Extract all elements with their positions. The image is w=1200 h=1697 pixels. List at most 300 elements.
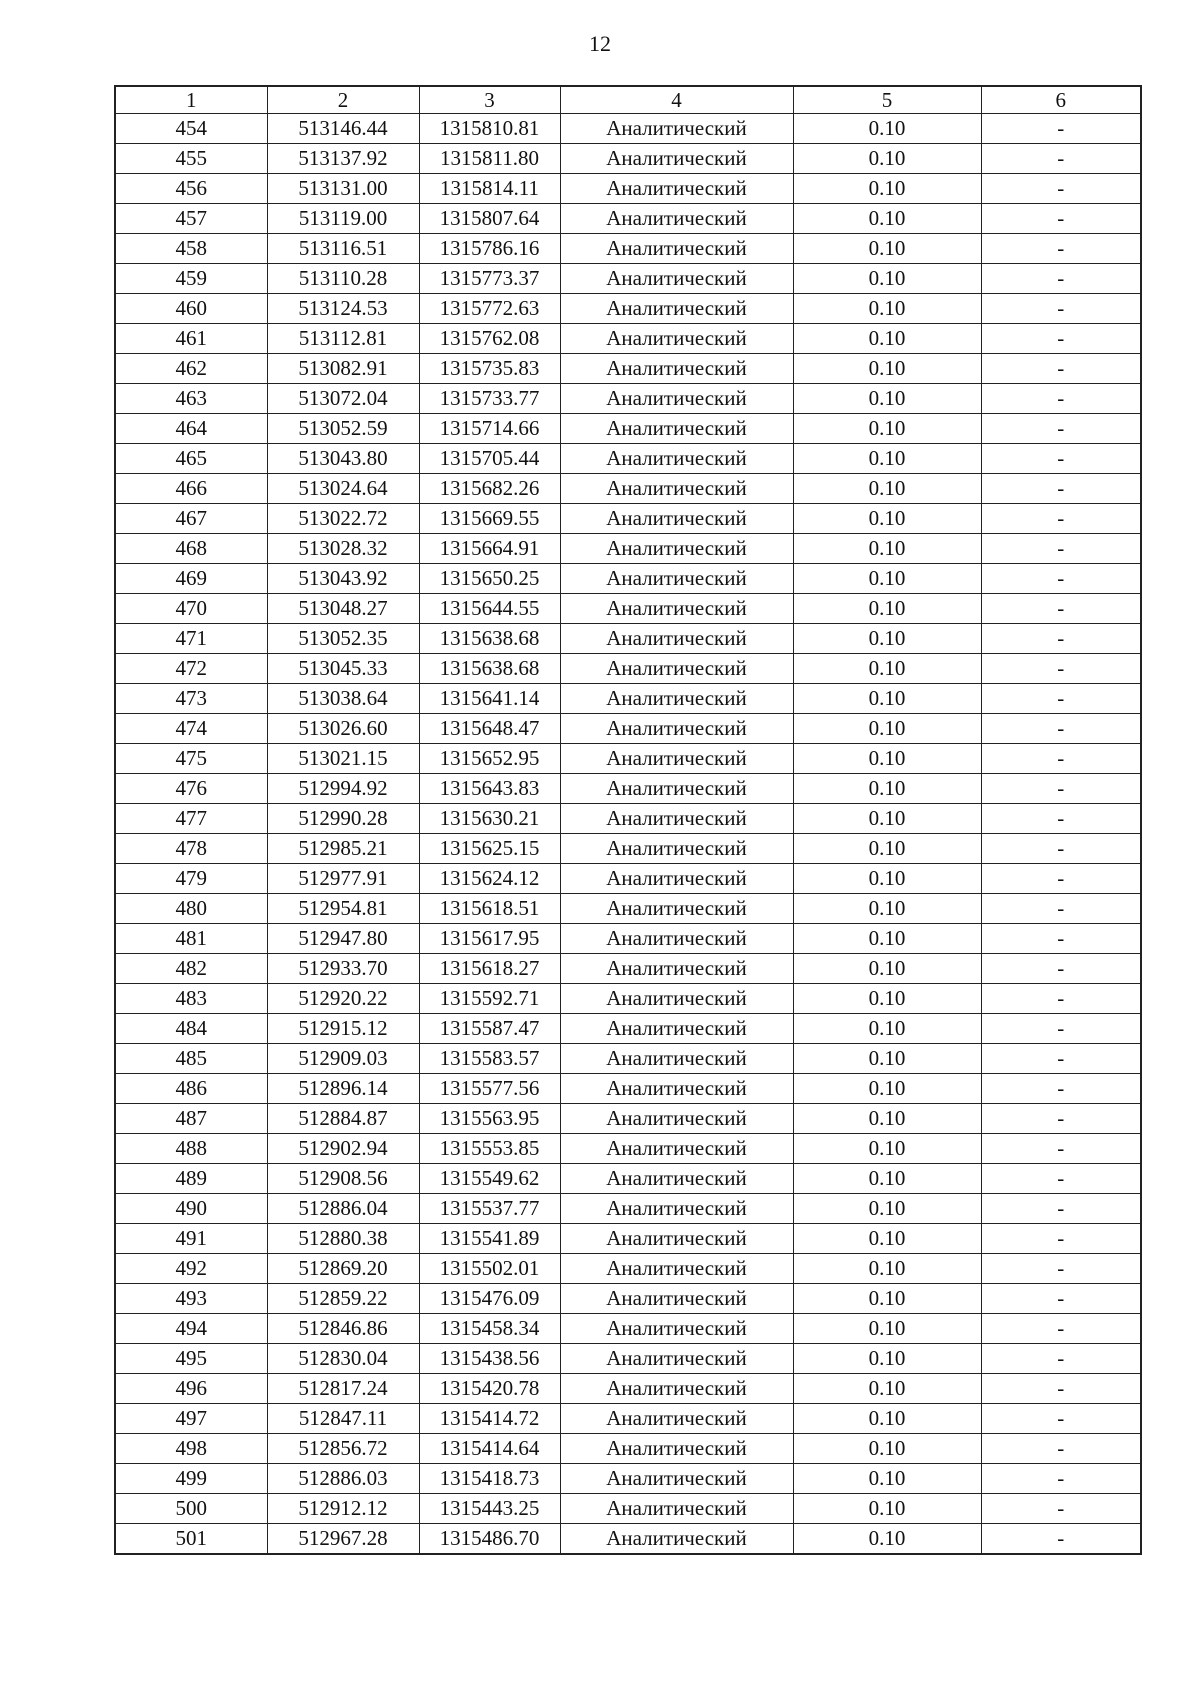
- accuracy-cell: 0.10: [793, 624, 981, 654]
- note-cell: -: [981, 414, 1141, 444]
- table-row: [115, 294, 1141, 324]
- note-cell: -: [981, 714, 1141, 744]
- method-cell: Аналитический: [560, 1314, 793, 1344]
- y-coordinate-cell: 1315773.37: [419, 264, 560, 294]
- accuracy-cell: 0.10: [793, 744, 981, 774]
- method-cell: Аналитический: [560, 1464, 793, 1494]
- table-row: [115, 744, 1141, 774]
- note-cell: -: [981, 804, 1141, 834]
- x-coordinate-cell: 513146.44: [267, 114, 419, 144]
- accuracy-cell: 0.10: [793, 174, 981, 204]
- y-coordinate-cell: 1315502.01: [419, 1254, 560, 1284]
- table-row: [115, 1074, 1141, 1104]
- note-cell: -: [981, 774, 1141, 804]
- note-cell: -: [981, 1044, 1141, 1074]
- table-row: [115, 474, 1141, 504]
- table-row: [115, 624, 1141, 654]
- method-cell: Аналитический: [560, 1014, 793, 1044]
- note-cell: -: [981, 1494, 1141, 1524]
- x-coordinate-cell: 513110.28: [267, 264, 419, 294]
- point-number-cell: 488: [115, 1134, 267, 1164]
- note-cell: -: [981, 1254, 1141, 1284]
- accuracy-cell: 0.10: [793, 1104, 981, 1134]
- table-row: [115, 864, 1141, 894]
- point-number-cell: 455: [115, 144, 267, 174]
- point-number-cell: 457: [115, 204, 267, 234]
- x-coordinate-cell: 512902.94: [267, 1134, 419, 1164]
- y-coordinate-cell: 1315811.80: [419, 144, 560, 174]
- x-coordinate-cell: 513119.00: [267, 204, 419, 234]
- accuracy-cell: 0.10: [793, 444, 981, 474]
- accuracy-cell: 0.10: [793, 1494, 981, 1524]
- point-number-cell: 492: [115, 1254, 267, 1284]
- accuracy-cell: 0.10: [793, 294, 981, 324]
- y-coordinate-cell: 1315786.16: [419, 234, 560, 264]
- method-cell: Аналитический: [560, 294, 793, 324]
- method-cell: Аналитический: [560, 564, 793, 594]
- table-row: [115, 144, 1141, 174]
- y-coordinate-cell: 1315643.83: [419, 774, 560, 804]
- accuracy-cell: 0.10: [793, 564, 981, 594]
- y-coordinate-cell: 1315648.47: [419, 714, 560, 744]
- point-number-cell: 494: [115, 1314, 267, 1344]
- point-number-cell: 469: [115, 564, 267, 594]
- y-coordinate-cell: 1315563.95: [419, 1104, 560, 1134]
- y-coordinate-cell: 1315762.08: [419, 324, 560, 354]
- accuracy-cell: 0.10: [793, 864, 981, 894]
- x-coordinate-cell: 512920.22: [267, 984, 419, 1014]
- method-cell: Аналитический: [560, 864, 793, 894]
- method-cell: Аналитический: [560, 174, 793, 204]
- note-cell: -: [981, 1164, 1141, 1194]
- accuracy-cell: 0.10: [793, 1164, 981, 1194]
- note-cell: -: [981, 1104, 1141, 1134]
- x-coordinate-cell: 513022.72: [267, 504, 419, 534]
- accuracy-cell: 0.10: [793, 924, 981, 954]
- table-row: [115, 324, 1141, 354]
- method-cell: Аналитический: [560, 474, 793, 504]
- point-number-cell: 487: [115, 1104, 267, 1134]
- accuracy-cell: 0.10: [793, 1344, 981, 1374]
- y-coordinate-cell: 1315733.77: [419, 384, 560, 414]
- y-coordinate-cell: 1315664.91: [419, 534, 560, 564]
- accuracy-cell: 0.10: [793, 534, 981, 564]
- table-row: [115, 1404, 1141, 1434]
- point-number-cell: 460: [115, 294, 267, 324]
- point-number-cell: 466: [115, 474, 267, 504]
- x-coordinate-cell: 513131.00: [267, 174, 419, 204]
- note-cell: -: [981, 1464, 1141, 1494]
- accuracy-cell: 0.10: [793, 774, 981, 804]
- point-number-cell: 499: [115, 1464, 267, 1494]
- y-coordinate-cell: 1315638.68: [419, 624, 560, 654]
- y-coordinate-cell: 1315443.25: [419, 1494, 560, 1524]
- method-cell: Аналитический: [560, 1284, 793, 1314]
- point-number-cell: 477: [115, 804, 267, 834]
- note-cell: -: [981, 384, 1141, 414]
- y-coordinate-cell: 1315418.73: [419, 1464, 560, 1494]
- method-cell: Аналитический: [560, 954, 793, 984]
- accuracy-cell: 0.10: [793, 1434, 981, 1464]
- accuracy-cell: 0.10: [793, 474, 981, 504]
- note-cell: -: [981, 444, 1141, 474]
- point-number-cell: 501: [115, 1524, 267, 1555]
- note-cell: -: [981, 624, 1141, 654]
- y-coordinate-cell: 1315618.27: [419, 954, 560, 984]
- note-cell: -: [981, 744, 1141, 774]
- y-coordinate-cell: 1315587.47: [419, 1014, 560, 1044]
- note-cell: -: [981, 174, 1141, 204]
- y-coordinate-cell: 1315652.95: [419, 744, 560, 774]
- note-cell: -: [981, 114, 1141, 144]
- method-cell: Аналитический: [560, 1194, 793, 1224]
- point-number-cell: 461: [115, 324, 267, 354]
- point-number-cell: 483: [115, 984, 267, 1014]
- accuracy-cell: 0.10: [793, 1254, 981, 1284]
- note-cell: -: [981, 1014, 1141, 1044]
- x-coordinate-cell: 513116.51: [267, 234, 419, 264]
- note-cell: -: [981, 1344, 1141, 1374]
- method-cell: Аналитический: [560, 444, 793, 474]
- x-coordinate-cell: 513028.32: [267, 534, 419, 564]
- table-row: [115, 1194, 1141, 1224]
- y-coordinate-cell: 1315624.12: [419, 864, 560, 894]
- accuracy-cell: 0.10: [793, 1074, 981, 1104]
- accuracy-cell: 0.10: [793, 654, 981, 684]
- y-coordinate-cell: 1315682.26: [419, 474, 560, 504]
- accuracy-cell: 0.10: [793, 264, 981, 294]
- point-number-cell: 493: [115, 1284, 267, 1314]
- note-cell: -: [981, 1074, 1141, 1104]
- x-coordinate-cell: 513038.64: [267, 684, 419, 714]
- y-coordinate-cell: 1315592.71: [419, 984, 560, 1014]
- y-coordinate-cell: 1315714.66: [419, 414, 560, 444]
- accuracy-cell: 0.10: [793, 1134, 981, 1164]
- method-cell: Аналитический: [560, 324, 793, 354]
- method-cell: Аналитический: [560, 774, 793, 804]
- note-cell: -: [981, 654, 1141, 684]
- column-header-5: 5: [793, 86, 981, 114]
- accuracy-cell: 0.10: [793, 1464, 981, 1494]
- table-row: [115, 414, 1141, 444]
- note-cell: -: [981, 1194, 1141, 1224]
- y-coordinate-cell: 1315577.56: [419, 1074, 560, 1104]
- x-coordinate-cell: 513024.64: [267, 474, 419, 504]
- method-cell: Аналитический: [560, 1104, 793, 1134]
- table-row: [115, 504, 1141, 534]
- y-coordinate-cell: 1315438.56: [419, 1344, 560, 1374]
- point-number-cell: 476: [115, 774, 267, 804]
- y-coordinate-cell: 1315414.72: [419, 1404, 560, 1434]
- x-coordinate-cell: 512967.28: [267, 1524, 419, 1555]
- y-coordinate-cell: 1315772.63: [419, 294, 560, 324]
- method-cell: Аналитический: [560, 264, 793, 294]
- x-coordinate-cell: 513045.33: [267, 654, 419, 684]
- point-number-cell: 482: [115, 954, 267, 984]
- x-coordinate-cell: 512947.80: [267, 924, 419, 954]
- table-row: [115, 1464, 1141, 1494]
- point-number-cell: 491: [115, 1224, 267, 1254]
- y-coordinate-cell: 1315553.85: [419, 1134, 560, 1164]
- note-cell: -: [981, 204, 1141, 234]
- x-coordinate-cell: 513072.04: [267, 384, 419, 414]
- accuracy-cell: 0.10: [793, 114, 981, 144]
- method-cell: Аналитический: [560, 114, 793, 144]
- method-cell: Аналитический: [560, 534, 793, 564]
- method-cell: Аналитический: [560, 924, 793, 954]
- point-number-cell: 498: [115, 1434, 267, 1464]
- y-coordinate-cell: 1315669.55: [419, 504, 560, 534]
- note-cell: -: [981, 954, 1141, 984]
- point-number-cell: 467: [115, 504, 267, 534]
- method-cell: Аналитический: [560, 1074, 793, 1104]
- accuracy-cell: 0.10: [793, 894, 981, 924]
- x-coordinate-cell: 513021.15: [267, 744, 419, 774]
- accuracy-cell: 0.10: [793, 1194, 981, 1224]
- point-number-cell: 481: [115, 924, 267, 954]
- table-row: [115, 534, 1141, 564]
- table-row: [115, 714, 1141, 744]
- note-cell: -: [981, 894, 1141, 924]
- point-number-cell: 462: [115, 354, 267, 384]
- accuracy-cell: 0.10: [793, 1044, 981, 1074]
- method-cell: Аналитический: [560, 204, 793, 234]
- accuracy-cell: 0.10: [793, 984, 981, 1014]
- point-number-cell: 470: [115, 594, 267, 624]
- point-number-cell: 458: [115, 234, 267, 264]
- point-number-cell: 464: [115, 414, 267, 444]
- table-row: [115, 234, 1141, 264]
- x-coordinate-cell: 513052.35: [267, 624, 419, 654]
- accuracy-cell: 0.10: [793, 204, 981, 234]
- coordinates-table: [114, 85, 1142, 1555]
- y-coordinate-cell: 1315549.62: [419, 1164, 560, 1194]
- x-coordinate-cell: 512856.72: [267, 1434, 419, 1464]
- y-coordinate-cell: 1315630.21: [419, 804, 560, 834]
- accuracy-cell: 0.10: [793, 1284, 981, 1314]
- x-coordinate-cell: 513043.80: [267, 444, 419, 474]
- x-coordinate-cell: 512994.92: [267, 774, 419, 804]
- y-coordinate-cell: 1315486.70: [419, 1524, 560, 1555]
- y-coordinate-cell: 1315583.57: [419, 1044, 560, 1074]
- table-row: [115, 1524, 1141, 1555]
- y-coordinate-cell: 1315625.15: [419, 834, 560, 864]
- accuracy-cell: 0.10: [793, 144, 981, 174]
- accuracy-cell: 0.10: [793, 1524, 981, 1555]
- y-coordinate-cell: 1315541.89: [419, 1224, 560, 1254]
- note-cell: -: [981, 474, 1141, 504]
- x-coordinate-cell: 512817.24: [267, 1374, 419, 1404]
- point-number-cell: 456: [115, 174, 267, 204]
- method-cell: Аналитический: [560, 1164, 793, 1194]
- method-cell: Аналитический: [560, 144, 793, 174]
- y-coordinate-cell: 1315807.64: [419, 204, 560, 234]
- note-cell: -: [981, 1224, 1141, 1254]
- table-row: [115, 954, 1141, 984]
- y-coordinate-cell: 1315420.78: [419, 1374, 560, 1404]
- table-row: [115, 834, 1141, 864]
- point-number-cell: 459: [115, 264, 267, 294]
- note-cell: -: [981, 294, 1141, 324]
- accuracy-cell: 0.10: [793, 384, 981, 414]
- table-row: [115, 564, 1141, 594]
- note-cell: -: [981, 534, 1141, 564]
- method-cell: Аналитический: [560, 1404, 793, 1434]
- accuracy-cell: 0.10: [793, 1014, 981, 1044]
- table-row: [115, 1494, 1141, 1524]
- note-cell: -: [981, 1314, 1141, 1344]
- table-row: [115, 654, 1141, 684]
- x-coordinate-cell: 512880.38: [267, 1224, 419, 1254]
- table-row: [115, 1254, 1141, 1284]
- x-coordinate-cell: 512908.56: [267, 1164, 419, 1194]
- y-coordinate-cell: 1315476.09: [419, 1284, 560, 1314]
- x-coordinate-cell: 513137.92: [267, 144, 419, 174]
- method-cell: Аналитический: [560, 834, 793, 864]
- point-number-cell: 497: [115, 1404, 267, 1434]
- point-number-cell: 463: [115, 384, 267, 414]
- x-coordinate-cell: 512830.04: [267, 1344, 419, 1374]
- note-cell: -: [981, 1404, 1141, 1434]
- y-coordinate-cell: 1315638.68: [419, 654, 560, 684]
- table-row: [115, 384, 1141, 414]
- accuracy-cell: 0.10: [793, 594, 981, 624]
- y-coordinate-cell: 1315814.11: [419, 174, 560, 204]
- method-cell: Аналитический: [560, 354, 793, 384]
- point-number-cell: 473: [115, 684, 267, 714]
- note-cell: -: [981, 564, 1141, 594]
- y-coordinate-cell: 1315618.51: [419, 894, 560, 924]
- column-header-6: 6: [981, 86, 1141, 114]
- method-cell: Аналитический: [560, 1134, 793, 1164]
- x-coordinate-cell: 512884.87: [267, 1104, 419, 1134]
- table-header: [115, 86, 1141, 114]
- y-coordinate-cell: 1315641.14: [419, 684, 560, 714]
- point-number-cell: 480: [115, 894, 267, 924]
- point-number-cell: 490: [115, 1194, 267, 1224]
- table-row: [115, 774, 1141, 804]
- point-number-cell: 474: [115, 714, 267, 744]
- accuracy-cell: 0.10: [793, 954, 981, 984]
- table-row: [115, 354, 1141, 384]
- accuracy-cell: 0.10: [793, 684, 981, 714]
- table-row: [115, 684, 1141, 714]
- point-number-cell: 495: [115, 1344, 267, 1374]
- point-number-cell: 465: [115, 444, 267, 474]
- header-row: [115, 86, 1141, 114]
- point-number-cell: 479: [115, 864, 267, 894]
- accuracy-cell: 0.10: [793, 1374, 981, 1404]
- accuracy-cell: 0.10: [793, 714, 981, 744]
- point-number-cell: 475: [115, 744, 267, 774]
- table-row: [115, 1224, 1141, 1254]
- column-header-3: 3: [419, 86, 560, 114]
- method-cell: Аналитический: [560, 1374, 793, 1404]
- table-row: [115, 984, 1141, 1014]
- note-cell: -: [981, 834, 1141, 864]
- note-cell: -: [981, 354, 1141, 384]
- table-row: [115, 444, 1141, 474]
- note-cell: -: [981, 324, 1141, 354]
- method-cell: Аналитический: [560, 1524, 793, 1555]
- method-cell: Аналитический: [560, 1434, 793, 1464]
- table-row: [115, 174, 1141, 204]
- method-cell: Аналитический: [560, 1254, 793, 1284]
- x-coordinate-cell: 512869.20: [267, 1254, 419, 1284]
- note-cell: -: [981, 1284, 1141, 1314]
- accuracy-cell: 0.10: [793, 414, 981, 444]
- accuracy-cell: 0.10: [793, 834, 981, 864]
- accuracy-cell: 0.10: [793, 1224, 981, 1254]
- table-row: [115, 1104, 1141, 1134]
- x-coordinate-cell: 512846.86: [267, 1314, 419, 1344]
- method-cell: Аналитический: [560, 714, 793, 744]
- note-cell: -: [981, 864, 1141, 894]
- point-number-cell: 486: [115, 1074, 267, 1104]
- table-row: [115, 1284, 1141, 1314]
- method-cell: Аналитический: [560, 684, 793, 714]
- table-row: [115, 1374, 1141, 1404]
- point-number-cell: 472: [115, 654, 267, 684]
- point-number-cell: 500: [115, 1494, 267, 1524]
- note-cell: -: [981, 594, 1141, 624]
- column-header-4: 4: [560, 86, 793, 114]
- accuracy-cell: 0.10: [793, 1404, 981, 1434]
- note-cell: -: [981, 684, 1141, 714]
- note-cell: -: [981, 1374, 1141, 1404]
- table-row: [115, 804, 1141, 834]
- table-body: [115, 114, 1141, 1555]
- table-row: [115, 924, 1141, 954]
- x-coordinate-cell: 512847.11: [267, 1404, 419, 1434]
- x-coordinate-cell: 512909.03: [267, 1044, 419, 1074]
- y-coordinate-cell: 1315735.83: [419, 354, 560, 384]
- accuracy-cell: 0.10: [793, 234, 981, 264]
- note-cell: -: [981, 144, 1141, 174]
- note-cell: -: [981, 1524, 1141, 1555]
- x-coordinate-cell: 513043.92: [267, 564, 419, 594]
- method-cell: Аналитический: [560, 744, 793, 774]
- y-coordinate-cell: 1315537.77: [419, 1194, 560, 1224]
- point-number-cell: 489: [115, 1164, 267, 1194]
- x-coordinate-cell: 512859.22: [267, 1284, 419, 1314]
- y-coordinate-cell: 1315414.64: [419, 1434, 560, 1464]
- table-row: [115, 114, 1141, 144]
- method-cell: Аналитический: [560, 234, 793, 264]
- method-cell: Аналитический: [560, 1494, 793, 1524]
- x-coordinate-cell: 512977.91: [267, 864, 419, 894]
- y-coordinate-cell: 1315617.95: [419, 924, 560, 954]
- y-coordinate-cell: 1315458.34: [419, 1314, 560, 1344]
- x-coordinate-cell: 512886.03: [267, 1464, 419, 1494]
- point-number-cell: 471: [115, 624, 267, 654]
- note-cell: -: [981, 504, 1141, 534]
- table-row: [115, 594, 1141, 624]
- accuracy-cell: 0.10: [793, 504, 981, 534]
- x-coordinate-cell: 512896.14: [267, 1074, 419, 1104]
- point-number-cell: 484: [115, 1014, 267, 1044]
- x-coordinate-cell: 513026.60: [267, 714, 419, 744]
- method-cell: Аналитический: [560, 624, 793, 654]
- x-coordinate-cell: 513048.27: [267, 594, 419, 624]
- method-cell: Аналитический: [560, 414, 793, 444]
- point-number-cell: 485: [115, 1044, 267, 1074]
- table-row: [115, 1164, 1141, 1194]
- table-row: [115, 894, 1141, 924]
- note-cell: -: [981, 1434, 1141, 1464]
- method-cell: Аналитический: [560, 504, 793, 534]
- method-cell: Аналитический: [560, 654, 793, 684]
